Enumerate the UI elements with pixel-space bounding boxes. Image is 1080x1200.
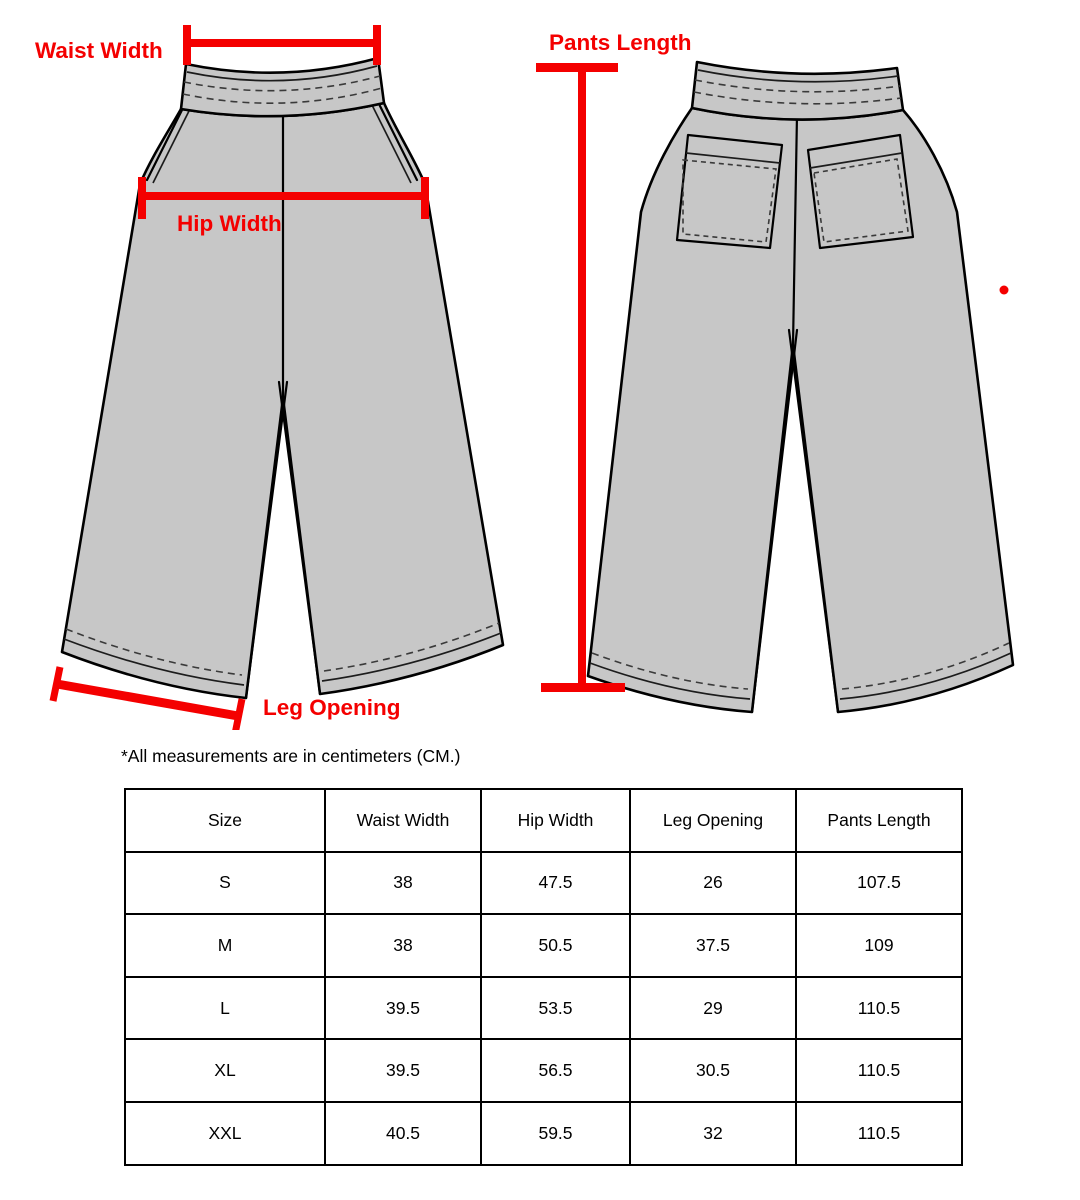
red-dot-mark (1000, 286, 1009, 295)
table-row (125, 1039, 962, 1102)
waist-width-measure (183, 25, 381, 65)
value-cell: 53.5 (481, 977, 630, 1040)
table-header-row (125, 789, 962, 852)
table-row (125, 852, 962, 915)
value-cell: 59.5 (481, 1102, 630, 1165)
column-header: Size (125, 789, 325, 852)
value-cell: 29 (630, 977, 796, 1040)
back-pants-body (588, 108, 1013, 712)
value-cell: 39.5 (325, 977, 481, 1040)
value-cell: 50.5 (481, 914, 630, 977)
waist-width-label: Waist Width (35, 38, 163, 63)
back-waistband (692, 62, 903, 120)
column-header: Hip Width (481, 789, 630, 852)
column-header: Waist Width (325, 789, 481, 852)
value-cell: 37.5 (630, 914, 796, 977)
size-cell: S (125, 852, 325, 915)
units-note: *All measurements are in centimeters (CM.) (121, 746, 461, 766)
table-row (125, 914, 962, 977)
size-cell: XL (125, 1039, 325, 1102)
back-pocket-right (808, 135, 913, 248)
value-cell: 26 (630, 852, 796, 915)
leg-opening-label: Leg Opening (263, 695, 401, 720)
column-header: Leg Opening (630, 789, 796, 852)
value-cell: 110.5 (796, 977, 962, 1040)
back-pocket-left (677, 135, 782, 248)
table-row (125, 1102, 962, 1165)
front-pants-illustration (62, 58, 503, 698)
value-cell: 39.5 (325, 1039, 481, 1102)
value-cell: 56.5 (481, 1039, 630, 1102)
pants-length-label: Pants Length (549, 30, 692, 55)
column-header: Pants Length (796, 789, 962, 852)
size-cell: L (125, 977, 325, 1040)
value-cell: 30.5 (630, 1039, 796, 1102)
size-cell: XXL (125, 1102, 325, 1165)
value-cell: 38 (325, 914, 481, 977)
size-table (124, 788, 963, 1166)
value-cell: 110.5 (796, 1039, 962, 1102)
value-cell: 38 (325, 852, 481, 915)
value-cell: 110.5 (796, 1102, 962, 1165)
table-row (125, 977, 962, 1040)
value-cell: 107.5 (796, 852, 962, 915)
back-pants-illustration (588, 62, 1013, 712)
value-cell: 32 (630, 1102, 796, 1165)
size-cell: M (125, 914, 325, 977)
value-cell: 47.5 (481, 852, 630, 915)
hip-width-label: Hip Width (177, 211, 282, 236)
value-cell: 109 (796, 914, 962, 977)
value-cell: 40.5 (325, 1102, 481, 1165)
